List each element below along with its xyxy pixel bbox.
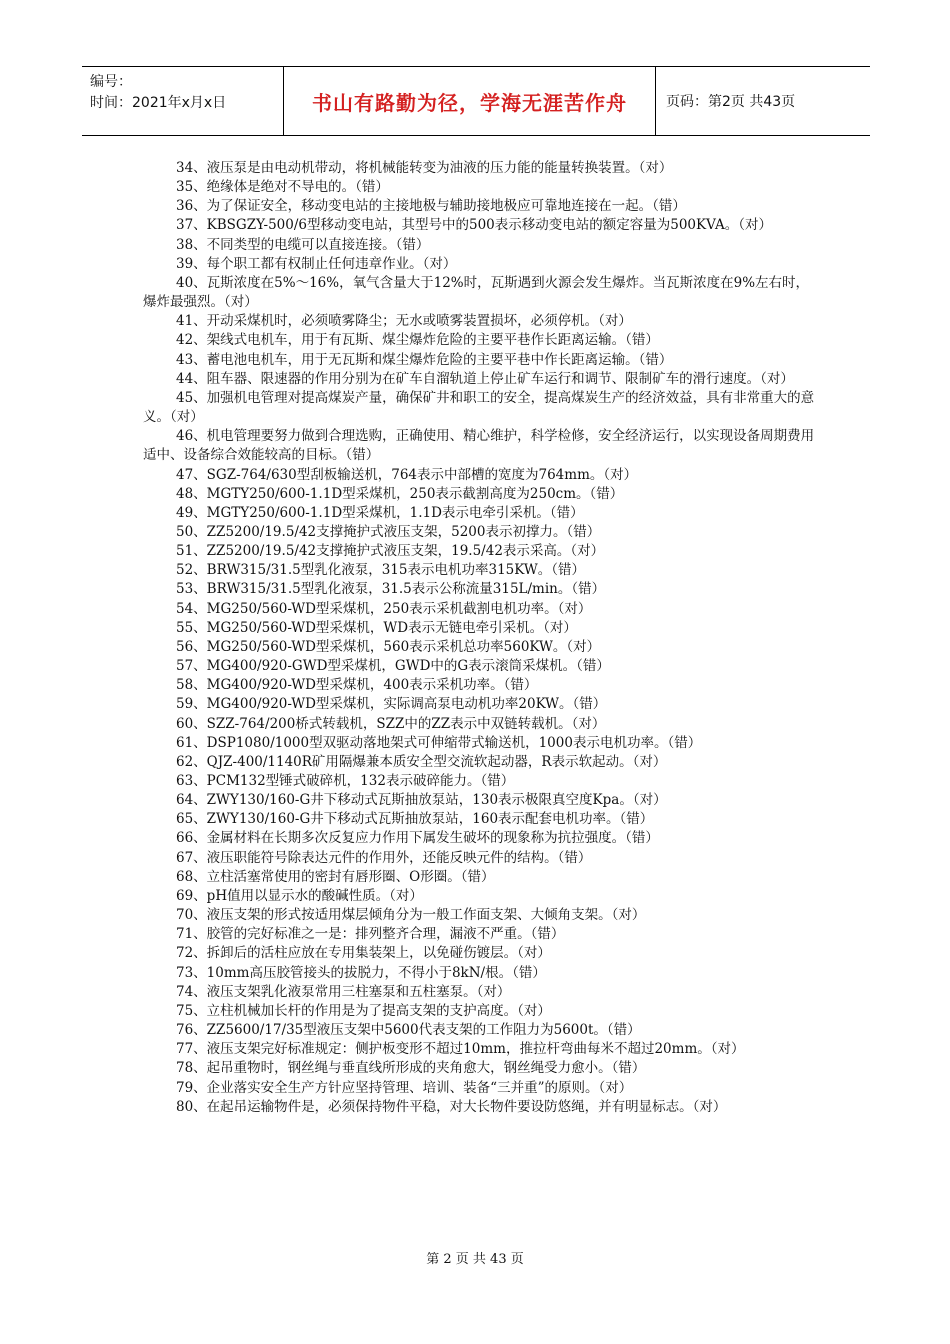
list-item: 71、胶管的完好标准之一是：排列整齐合理，漏液不严重。（错） <box>176 926 565 943</box>
list-item: 50、ZZ5200/19.5/42支撑掩护式液压支架，5200表示初撑力。（错） <box>176 523 601 540</box>
header-page-info: 页码：第2页 共43页 <box>666 94 796 110</box>
list-item: 52、BRW315/31.5型乳化液泵，315表示电机功率315KW。（错） <box>176 562 585 579</box>
list-item: 65、ZWY130/160-G井下移动式瓦斯抽放泵站，160表示配套电机功率。（错） <box>176 811 654 828</box>
list-item: 67、液压职能符号除表达元件的作用外，还能反映元件的结构。（错） <box>176 849 592 866</box>
list-item: 42、架线式电机车，用于有瓦斯、煤尘爆炸危险的主要平巷作长距离运输。（错） <box>176 332 659 349</box>
list-item: 69、pH值用以显示水的酸碱性质。（对） <box>176 887 423 904</box>
question-list <box>143 159 819 1117</box>
list-item: 77、液压支架完好标准规定：侧护板变形不超过10mm，推拉杆弯曲每米不超过20mm。（对） <box>176 1041 745 1058</box>
list-item: 63、PCM132型锤式破碎机，132表示破碎能力。（错） <box>176 773 515 789</box>
list-item: 59、MG400/920-WD型采煤机，实际调高泵电动机功率20KW。（错） <box>176 696 607 713</box>
list-item: 45、加强机电管理对提高煤炭产量，确保矿井和职工的安全，提高煤炭生产的经济效益，具有非常重大的意义。（对） <box>143 389 815 426</box>
list-item: 51、ZZ5200/19.5/42支撑掩护式液压支架，19.5/42表示采高。（对） <box>176 543 605 560</box>
list-item: 66、金属材料在长期多次反复应力作用下属发生破坏的现象称为抗拉强度。（错） <box>176 830 659 847</box>
list-item: 36、为了保证安全，移动变电站的主接地极与辅助接地极应可靠地连接在一起。（错） <box>176 198 686 215</box>
list-item: 46、机电管理要努力做到合理选购，正确使用、精心维护，科学检修，安全经济运行，以实现设备周期费用适中、设备综合效能较高的目标。（错） <box>143 428 815 464</box>
list-item: 70、液压支架的形式按适用煤层倾角分为一般工作面支架、大倾角支架。（对） <box>176 907 646 924</box>
list-item: 56、MG250/560-WD型采煤机，560表示采机总功率560KW。（对） <box>176 638 601 655</box>
list-item: 54、MG250/560-WD型采煤机，250表示采机截割电机功率。（对） <box>176 600 592 617</box>
list-item: 57、MG400/920-GWD型采煤机，GWD中的G表示滚筒采煤机。（错） <box>176 658 610 675</box>
list-item: 79、企业落实安全生产方针应坚持管理、培训、装备“三并重”的原则。（对） <box>176 1079 633 1096</box>
list-item: 80、在起吊运输物件是，必须保持物件平稳，对大长物件要设防悠绳，并有明显标志。（对） <box>176 1098 727 1115</box>
list-item: 74、液压支架乳化液泵常用三柱塞泵和五柱塞泵。（对） <box>176 983 511 1000</box>
document-number-label: 编号： <box>90 74 132 90</box>
header-meta <box>82 67 284 135</box>
list-item: 55、MG250/560-WD型采煤机，WD表示无链电牵引采机。（对） <box>176 619 577 636</box>
list-item: 48、MGTY250/600-1.1D型采煤机，250表示截割高度为250cm。（错） <box>176 485 624 502</box>
list-item: 58、MG400/920-WD型采煤机，400表示采机功率。（错） <box>176 677 538 694</box>
list-item: 62、QJZ-400/1140R矿用隔爆兼本质安全型交流软起动器，R表示软起动。（对） <box>176 753 667 770</box>
list-item: 64、ZWY130/160-G井下移动式瓦斯抽放泵站，130表示极限真空度Kpa。（对） <box>176 792 667 809</box>
list-item: 68、立柱活塞常使用的密封有唇形圈、O形圈。（错） <box>176 868 495 885</box>
list-item: 60、SZZ-764/200桥式转载机，SZZ中的ZZ表示中双链转载机。（对） <box>176 715 606 732</box>
page-footer: 第 2 页 共 43 页 <box>426 1252 524 1267</box>
page-header <box>82 66 870 136</box>
list-item: 40、瓦斯浓度在5%～16%，氧气含量大于12%时，瓦斯遇到火源会发生爆炸。当瓦斯浓度在9%左右时，爆炸最强烈。（对） <box>143 274 810 311</box>
list-item: 34、液压泵是由电动机带动，将机械能转变为油液的压力能的能量转换装置。（对） <box>176 160 673 176</box>
document-date-label: 时间：2021年x月x日 <box>90 95 227 111</box>
header-motto: 书山有路勤为径，学海无涯苦作舟 <box>284 67 656 135</box>
list-item: 53、BRW315/31.5型乳化液泵，31.5表示公称流量315L/min。（错） <box>176 581 606 598</box>
list-item: 38、不同类型的电缆可以直接连接。（错） <box>176 236 430 253</box>
list-item: 43、蓄电池电机车，用于无瓦斯和煤尘爆炸危险的主要平巷中作长距离运输。（错） <box>176 351 673 368</box>
list-item: 49、MGTY250/600-1.1D型采煤机，1.1D表示电牵引采机。（错） <box>176 504 584 521</box>
list-item: 73、10mm高压胶管接头的拔脱力，不得小于8kN/根。（错） <box>176 964 546 981</box>
list-item: 44、阻车器、限速器的作用分别为在矿车自溜轨道上停止矿车运行和调节、限制矿车的滑行速度。（对） <box>176 370 794 387</box>
list-item: 47、SGZ-764/630型刮板输送机，764表示中部槽的宽度为764mm。（对） <box>176 466 638 483</box>
list-item: 61、DSP1080/1000型双驱动落地架式可伸缩带式输送机，1000表示电机功率。（错） <box>176 734 702 751</box>
list-item: 72、拆卸后的活柱应放在专用集装架上，以免碰伤镀层。（对） <box>176 945 551 962</box>
list-item: 35、绝缘体是绝对不导电的。（错） <box>176 179 389 196</box>
list-item: 76、ZZ5600/17/35型液压支架中5600代表支架的工作阻力为5600t。（错） <box>176 1022 641 1039</box>
list-item: 39、每个职工都有权制止任何违章作业。（对） <box>176 255 457 272</box>
list-item: 37、KBSGZY-500/6型移动变电站，其型号中的500表示移动变电站的额定容量为500KVA。（对） <box>176 217 772 234</box>
list-item: 75、立柱机械加长杆的作用是为了提高支架的支护高度。（对） <box>176 1002 551 1019</box>
list-item: 41、开动采煤机时，必须喷雾降尘；无水或喷雾装置损坏，必须停机。（对） <box>176 313 632 330</box>
list-item: 78、起吊重物时，钢丝绳与垂直线所形成的夹角愈大，钢丝绳受力愈小。（错） <box>176 1060 646 1077</box>
